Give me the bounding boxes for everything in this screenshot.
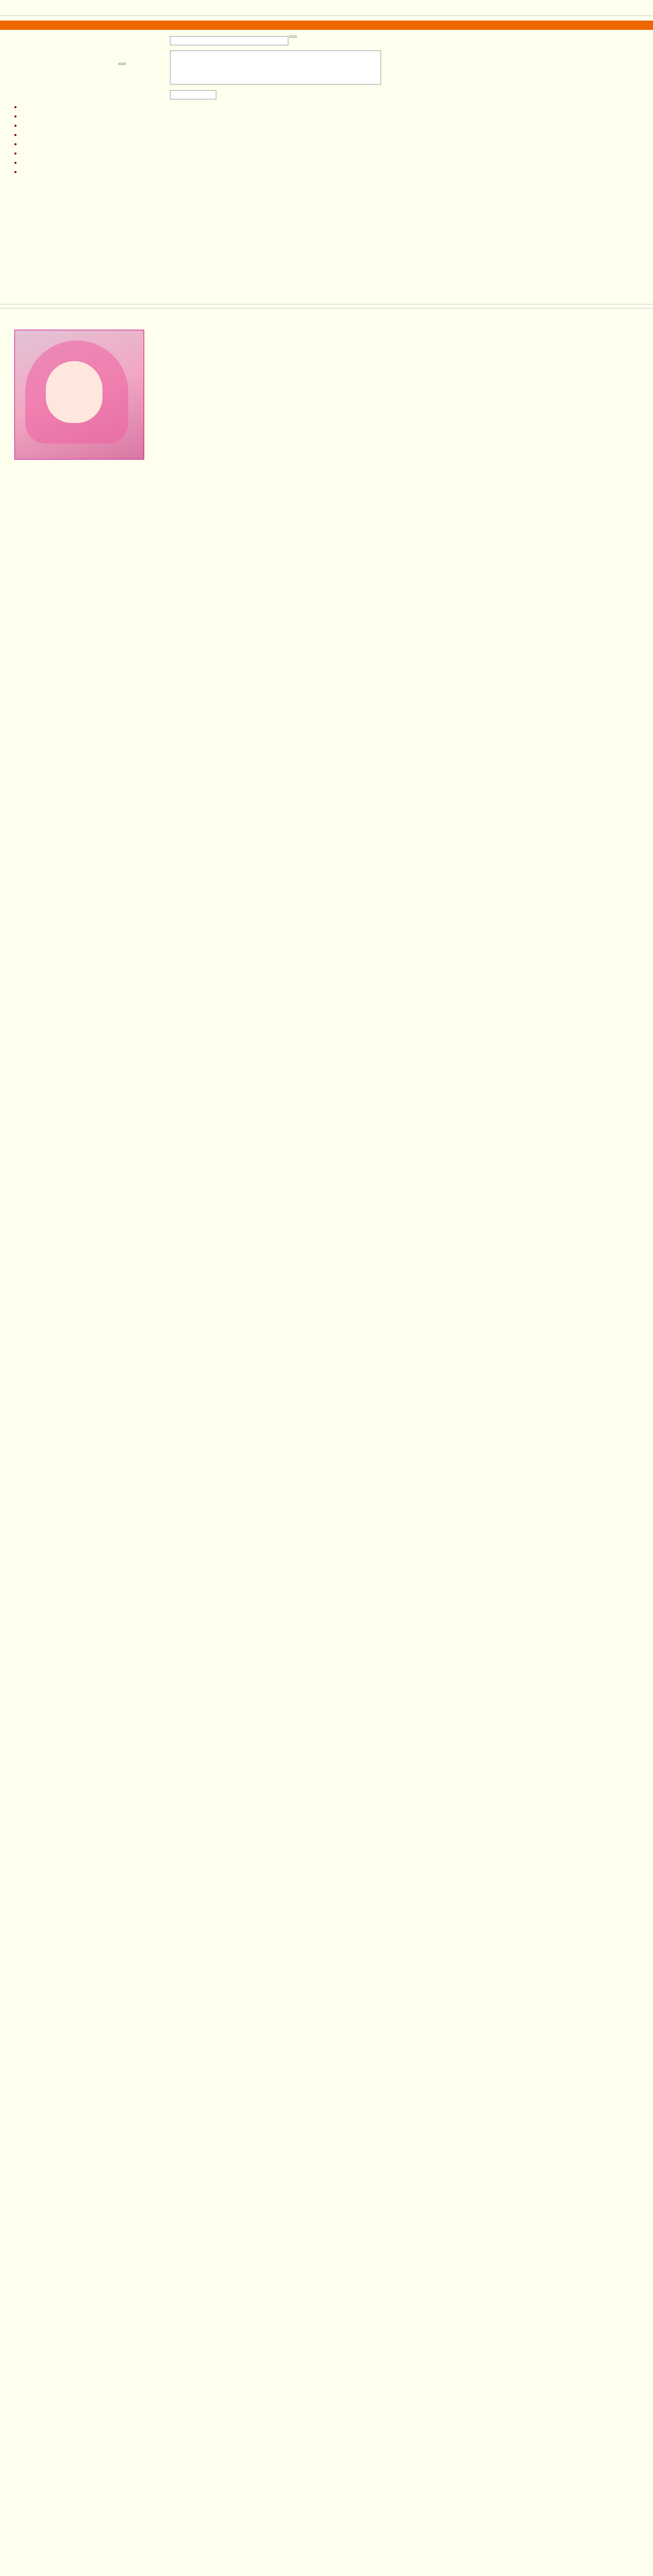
op-post	[152, 330, 482, 333]
rule-item	[22, 149, 382, 157]
rule-item	[22, 140, 382, 147]
submit-button[interactable]	[289, 36, 297, 38]
comment-textarea[interactable]	[170, 50, 381, 84]
divider	[0, 308, 653, 309]
thread-only-button[interactable]	[118, 63, 126, 65]
rule-item	[22, 131, 382, 138]
delete-key-input[interactable]	[170, 90, 216, 99]
reply-mode-bar	[0, 21, 653, 30]
op-thumbnail[interactable]	[14, 330, 144, 460]
rule-item	[22, 168, 382, 175]
rule-item	[22, 103, 382, 110]
rule-item	[22, 122, 382, 129]
rule-item	[22, 112, 382, 120]
divider	[0, 15, 653, 16]
rules-list	[15, 101, 382, 177]
thumbnail-face-shape	[46, 361, 102, 423]
email-input[interactable]	[170, 36, 288, 45]
rule-item	[22, 159, 382, 166]
